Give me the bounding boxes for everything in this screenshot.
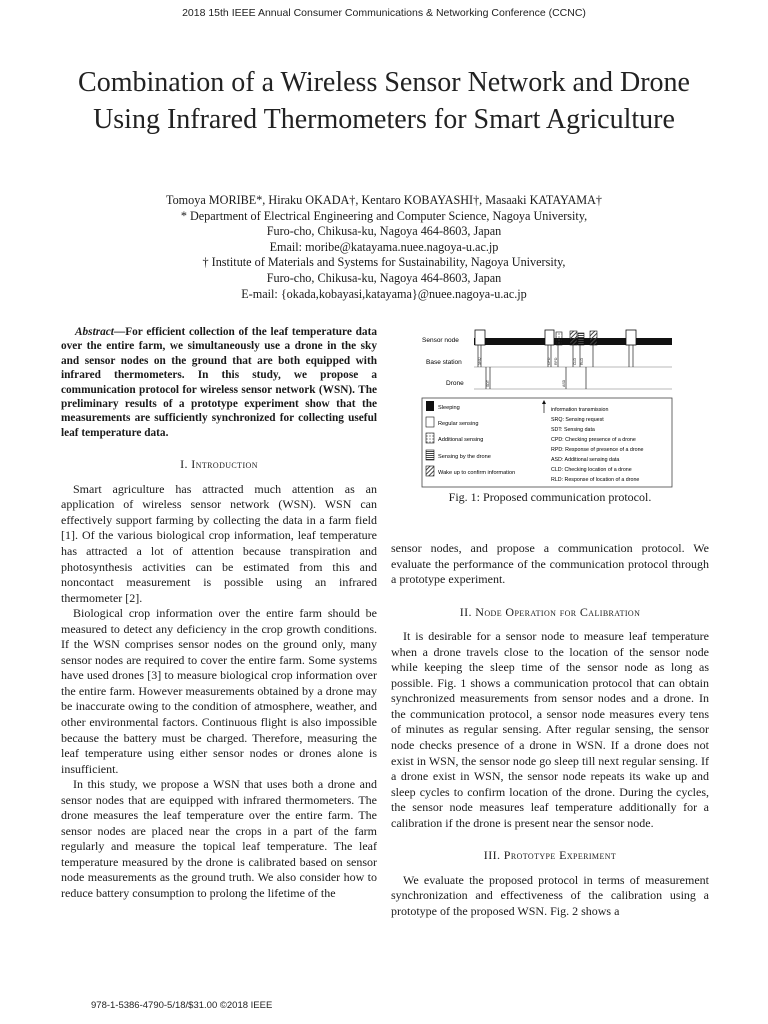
- email-1: Email: moribe@katayama.nuee.nagoya-u.ac.jp: [269, 239, 499, 254]
- affiliation-1: * Department of Electrical Engineering and Computer Science, Nagoya University,: [180, 208, 588, 223]
- legend-right: [542, 400, 644, 483]
- sensor-node-timeline: [474, 330, 672, 345]
- msg-label-cld: CLD: [573, 357, 577, 365]
- msg-label-srq: SRQ: [477, 357, 482, 365]
- legend-right-7: RLD: Response of location of a drone: [551, 477, 640, 483]
- section-heading-node-operation: II. Node Operation for Calibration: [459, 604, 641, 619]
- arrow-head-icon: [542, 400, 546, 404]
- figure-caption: Fig. 1: Proposed communication protocol.: [448, 490, 652, 504]
- author-block: [40, 193, 728, 302]
- legend-label-additional: Additional sensing: [438, 437, 484, 443]
- legend-right-6: CLD: Checking location of a drone: [551, 467, 632, 473]
- msg-label-rpd: RPD: [554, 357, 558, 365]
- row-label-base-station: Base station: [426, 359, 462, 366]
- address-1: Furo-cho, Chikusa-ku, Nagoya 464-8603, Japan: [266, 224, 502, 239]
- abstract: [61, 325, 377, 440]
- intro-paragraph-2: Biological crop information over the entire farm should be measured to detect any deficiency in the crop growth conditions. If the WSN comprises sensor nodes on the ground only, many sensor nodes are required to cover the entire farm. Some systems have used drones [3] to measure biological crop information over the entire farm. However measurements obtained by a drone may be inaccurate owing to the condition of atmosphere, weather, and other environmental factors. Continuous flight is also impossible because the battery must be charged. Therefore, measuring the leaf temperature using either sensor nodes or drones alone is insufficient.: [61, 606, 377, 776]
- prototype-paragraph: We evaluate the proposed protocol in terms of measurement synchronization and effectiveness of the calibration using a prototype of the proposed WSN. Fig. 2 shows a: [391, 872, 709, 918]
- node-operation-paragraph: It is desirable for a sensor node to measure leaf temperature when a drone travels close to the location of the sensor node while keeping the sleep time of the sensor node as long as possible. Fig. 1 shows a communication protocol that can obtain synchronized measurements from sensor nodes and a drone. In the communication protocol, a sensor node measures every tens of minutes as regular sensing. After regular sensing, the sensor node checks presence of a drone in WSN. If a drone does not exist in WSN, the sensor node go sleep till next regular sensing. If a drone exist in WSN, the sensor node repeats its wake up and sleep cycles to confirm location of the drone. During the cycles, the sensor node measures leaf temperature additionally for a calibration if the drone is present near the sensor node.: [391, 629, 709, 830]
- legend-right-2: SDT: Sensing data: [551, 427, 595, 433]
- legend-right-4: RPD: Response of presence of a drone: [551, 447, 644, 453]
- legend-swatch-drone-sensing: [426, 450, 434, 460]
- protocol-figure: [420, 327, 674, 489]
- conference-header: 2018 15th IEEE Annual Consumer Communications & Networking Conference (CCNC): [182, 7, 586, 19]
- intro-paragraph-1: Smart agriculture has attracted much attention as an application of wireless sensor network (WSN). WSN can effectively support farming by collecting the data in a farm field [1]. Of the various biological crop information, leaf temperature has attracted a lot of attention because transpiration and photosynthesis activities can be estimated from this and noncontact measurement is possible using an infrared thermometer [2].: [61, 481, 377, 605]
- paper-title: Combination of a Wireless Sensor Network and Drone Using Infrared Thermometers for Smart Agriculture: [78, 67, 690, 135]
- left-column: [61, 325, 377, 902]
- legend-right-0: information transmission: [551, 407, 609, 413]
- address-2: Furo-cho, Chikusa-ku, Nagoya 464-8603, Japan: [266, 270, 502, 285]
- section-heading-introduction: I. Introduction: [180, 457, 258, 472]
- protocol-diagram: [420, 327, 674, 489]
- author-names: Tomoya MORIBE*, Hiraku OKADA†, Kentaro KOBAYASHI†, Masaaki KATAYAMA†: [166, 193, 602, 207]
- abstract-lead: Abstract: [75, 326, 114, 338]
- msg-label-asd: ASD: [562, 379, 566, 387]
- row-label-sensor-node: Sensor node: [422, 337, 459, 344]
- message-labels: [478, 357, 585, 387]
- email-2: E-mail: {okada,kobayasi,katayama}@nuee.nagoya-u.ac.jp: [241, 286, 527, 301]
- legend-swatch-sleeping: [426, 401, 434, 411]
- legend-left: [426, 401, 515, 476]
- msg-label-cpd: CPD: [547, 357, 551, 365]
- legend-swatch-additional: [426, 433, 434, 443]
- msg-label-rld: RLD: [580, 357, 584, 365]
- copyright-footer: 978-1-5386-4790-5/18/$31.00 ©2018 IEEE: [91, 1000, 273, 1011]
- intro-paragraph-3: In this study, we propose a WSN that uses both a drone and sensor nodes that are equipped with infrared thermometers. The drone measures the leaf temperature over the entire farm. The sensor nodes are placed near the crops in a part of the farm regularly and measure the topical leaf temperature. The leaf temperature measured by the drone is calibrated based on sensor node measurements as the ground truth. We also consider how to reduce battery consumption to prolong the lifetime of the: [61, 777, 377, 901]
- legend-label-wakeup: Wake up to confirm information: [438, 470, 516, 476]
- row-label-drone: Drone: [446, 380, 464, 387]
- legend-label-regular: Regular sensing: [438, 421, 479, 427]
- msg-label-sdt: SDT: [486, 380, 490, 387]
- legend-swatch-regular: [426, 417, 434, 427]
- legend-label-sleeping: Sleeping: [438, 405, 460, 411]
- section-heading-prototype: III. Prototype Experiment: [483, 848, 617, 863]
- intro-paragraph-3-continued: sensor nodes, and propose a communication protocol. We evaluate the performance of the communication protocol through a prototype experiment.: [391, 541, 709, 587]
- legend-swatch-wakeup: [426, 466, 434, 476]
- legend-label-drone-sensing: Sensing by the drone: [438, 454, 491, 460]
- legend-right-3: CPD: Checking presence of a drone: [551, 437, 636, 443]
- affiliation-2: † Institute of Materials and Systems for Sustainability, Nagoya University,: [202, 255, 566, 270]
- abstract-text: —For efficient collection of the leaf temperature data over the entire farm, we simultaneously use a drone in the sky and sensor nodes on the ground that are both equipped with infrared thermometers. In this study, we propose a communication protocol for wireless sensor network (WSN). The preliminary results of a prototype experiment show that the measurements are sufficiently synchronized for collecting useful leaf temperature data.: [61, 326, 377, 439]
- legend-right-5: ASD: Additional sensing data: [551, 457, 620, 463]
- legend-right-1: SRQ: Sensing request: [551, 417, 604, 423]
- right-column: [391, 541, 709, 919]
